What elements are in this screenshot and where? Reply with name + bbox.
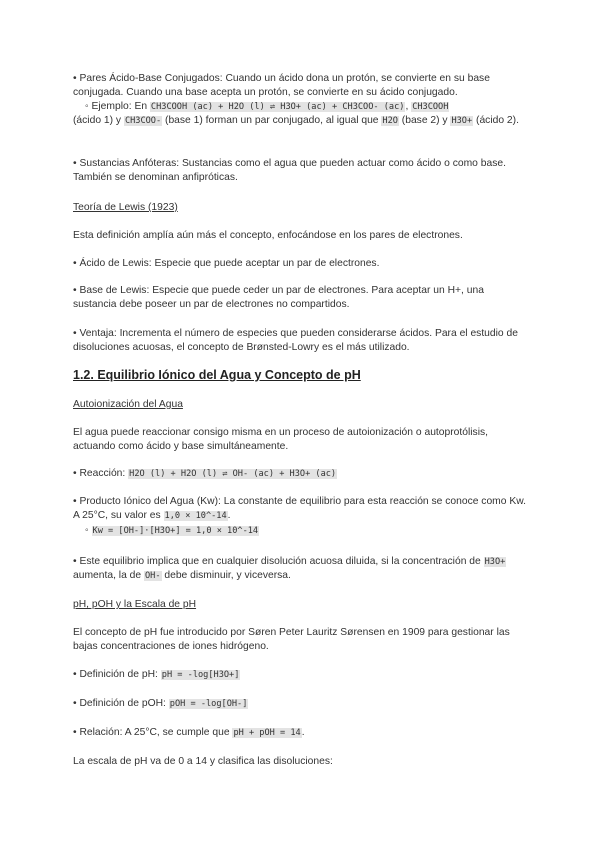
subsection-title: Autoionización del Agua [73,399,183,410]
formula-code: H3O+ [451,116,473,126]
formula-code: pOH = -log[OH-] [169,699,248,709]
bullet-icon: • [73,285,77,296]
bullet-icon: • [73,556,77,567]
example-text: (base 1) forman un par conjugado, al igual que [162,115,382,126]
term-label: Relación [79,727,120,738]
bullet-icon: • [73,258,77,269]
sub-bullet-icon: ◦ [85,525,89,536]
term-label: Reacción [79,468,123,479]
ph-definition [73,668,530,682]
bullet-icon: • [73,73,77,84]
chemical-equation: Kw = [OH-]·[H3O+] = 1,0 × 10^-14 [92,526,259,536]
term-label: Producto Iónico del Agua (Kw) [79,496,218,507]
bullet-icon: • [73,158,77,169]
subsection-title: Teoría de Lewis (1923) [73,202,178,213]
lewis-advantage [73,327,530,355]
poh-definition [73,697,530,711]
example-text: (base 2) y [398,115,451,126]
paragraph-text: : Sustancias como el agua que pueden actuar como ácido o como base. También se denominan anfipróticas. [73,158,506,183]
formula-code: pH = -log[H3O+] [161,670,240,680]
paragraph-text: : [163,698,169,709]
conjugados-example [73,100,530,114]
autoion-kw [73,495,530,523]
paragraph-text: debe disminuir, y viceversa. [161,570,291,581]
formula-code: OH- [144,571,161,581]
ph-scale [73,755,530,769]
paragraph-text: : Especie que puede ceder un par de electrones. Para aceptar un H+, una sustancia debe poseer un par de electrones no compartidos. [73,285,484,310]
bullet-icon: • [73,727,77,738]
section-title: 1.2. Equilibrio Iónico del Agua y Concepto de pH [73,368,361,382]
formula-code: 1,0 × 10^-14 [164,511,227,521]
paragraph-text: Este equilibrio implica que en cualquier disolución acuosa diluida, si la concentración de [79,556,484,567]
term-label: Definición de pH [79,669,156,680]
lewis-base [73,284,530,312]
formula-code: H2O [382,116,398,126]
sub-bullet-icon: ◦ [85,101,89,112]
term-label: Pares Ácido-Base Conjugados [79,73,220,84]
anfoteras-paragraph [73,157,530,185]
paragraph-text: : Incrementa el número de especies que pueden considerarse ácidos. Para el estudio de disoluciones acuosas, el concepto de Brønsted-Lowry es el más utilizado. [73,328,518,353]
bullet-icon: • [73,669,77,680]
paragraph-text: . [227,510,231,521]
bullet-icon: • [73,496,77,507]
conjugados-paragraph [73,72,530,100]
ph-intro [73,626,530,654]
subsection-title: pH, pOH y la Escala de pH [73,599,197,610]
term-label: Definición de pOH [79,698,164,709]
section-heading [73,368,530,384]
paragraph-text: : La constante de equilibrio para esta reacción se conoce como Kw. A 25°C, su valor es [73,496,526,521]
chemical-equation: CH3COOH (ac) + H2O (l) ⇌ H3O+ (ac) + CH3COO- (ac) [150,102,405,112]
conjugados-example-cont [73,114,530,128]
chemical-equation: H2O (l) + H2O (l) ⇌ OH- (ac) + H3O+ (ac) [129,469,337,479]
paragraph-text: : [155,669,161,680]
example-text: , [405,101,412,112]
term-label: Sustancias Anfóteras [79,158,177,169]
bullet-icon: • [73,468,77,479]
paragraph-text: : Cuando un ácido dona un protón, se convierte en su base conjugada. Cuando una base acepta un protón, se convierte en su ácido conjugado. [73,73,490,98]
autoion-reaction [73,467,530,481]
autoion-implication [73,555,530,583]
lewis-heading [73,201,530,215]
paragraph-text: La escala de pH va de 0 a 14 y clasifica las disoluciones: [73,756,333,767]
autoion-intro [73,426,530,454]
paragraph-text: : Especie que puede aceptar un par de electrones. [148,258,380,269]
example-label: Ejemplo [91,101,129,112]
paragraph-text: : A 25°C, se cumple que [119,727,233,738]
paragraph-text: aumenta, la de [73,570,144,581]
paragraph-text: : [122,468,129,479]
formula-code: pH + pOH = 14 [233,728,301,738]
term-label: Base de Lewis [79,285,147,296]
formula-code: H3O+ [484,557,506,567]
formula-code: CH3COOH [412,102,449,112]
example-text: (ácido 2). [473,115,519,126]
example-text: (ácido 1) y [73,115,124,126]
bullet-icon: • [73,698,77,709]
term-label: Ácido de Lewis [79,258,149,269]
paragraph-text: . [301,727,305,738]
lewis-acid [73,257,530,271]
ph-relation [73,726,530,740]
bullet-icon: • [73,328,77,339]
example-text: : En [128,101,150,112]
autoion-heading [73,398,530,412]
paragraph-text: El agua puede reaccionar consigo misma en un proceso de autoionización o autoprotólisis, actuando como ácido y base simultáneamente. [73,427,488,452]
paragraph-text: El concepto de pH fue introducido por Søren Peter Lauritz Sørensen en 1909 para gestionar las bajas concentraciones de iones hidrógeno. [73,627,510,652]
paragraph-text: Esta definición amplía aún más el concepto, enfocándose en los pares de electrones. [73,230,463,241]
ph-heading [73,598,530,612]
term-label: Ventaja [79,328,114,339]
lewis-intro [73,229,530,243]
formula-code: CH3COO- [124,116,162,126]
autoion-kw-eq [73,524,530,538]
